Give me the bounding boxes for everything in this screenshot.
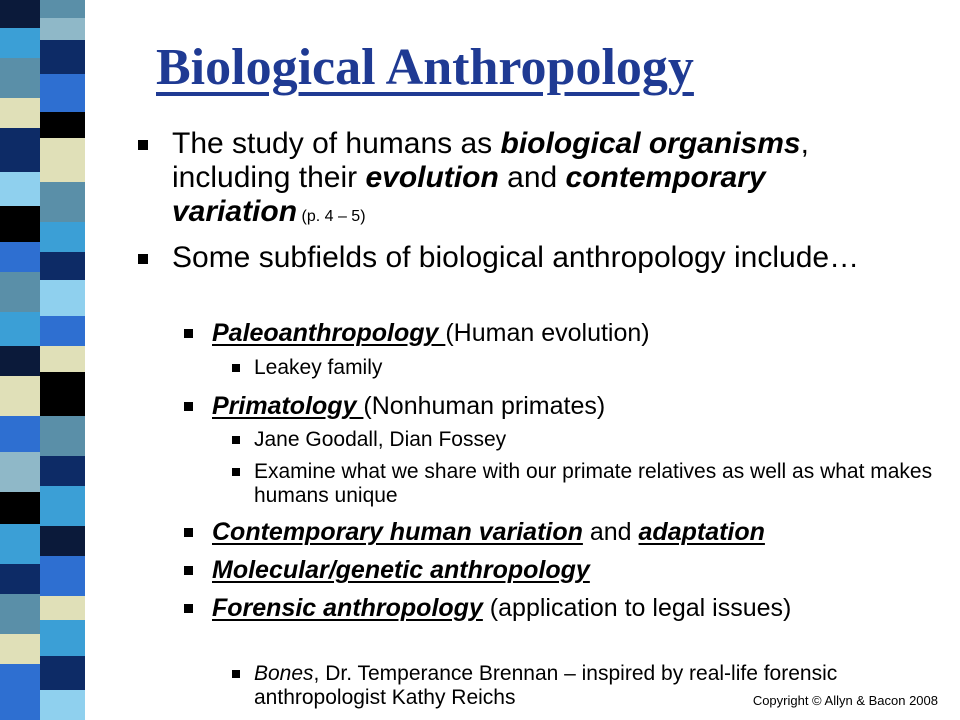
copyright-notice: Copyright © Allyn & Bacon 2008 xyxy=(752,693,938,708)
decorative-stripe xyxy=(0,0,95,720)
square-bullet-icon xyxy=(138,140,148,150)
subfield-paleoanthropology: Paleoanthropology (Human evolution) xyxy=(212,319,932,347)
square-bullet-icon xyxy=(184,402,193,411)
sub-examine: Examine what we share with our primate relatives as well as what makes humans unique xyxy=(254,460,944,508)
subfield-forensic: Forensic anthropology (application to legal issues) xyxy=(212,594,932,622)
square-bullet-icon xyxy=(184,566,193,575)
bullet-subfields: Some subfields of biological anthropology include… xyxy=(172,241,872,275)
bullet-definition: The study of humans as biological organisms, including their evolution and contemporary variation (p. 4 – 5) xyxy=(172,127,872,234)
subfield-molecular: Molecular/genetic anthropology xyxy=(212,556,932,584)
subfield-primatology: Primatology (Nonhuman primates) xyxy=(212,392,932,420)
sub-goodall-fossey: Jane Goodall, Dian Fossey xyxy=(254,428,944,452)
square-bullet-icon xyxy=(184,329,193,338)
square-bullet-icon xyxy=(232,670,240,678)
subfield-contemporary-variation: Contemporary human variation and adaptation xyxy=(212,518,932,546)
square-bullet-icon xyxy=(138,254,148,264)
sub-bones: Bones, Dr. Temperance Brennan – inspired by real-life forensic anthropologist Kathy Reichs xyxy=(254,662,944,710)
square-bullet-icon xyxy=(232,436,240,444)
square-bullet-icon xyxy=(232,468,240,476)
square-bullet-icon xyxy=(184,528,193,537)
sub-leakey: Leakey family xyxy=(254,356,944,380)
slide-title: Biological Anthropology xyxy=(156,39,694,96)
square-bullet-icon xyxy=(184,604,193,613)
square-bullet-icon xyxy=(232,364,240,372)
